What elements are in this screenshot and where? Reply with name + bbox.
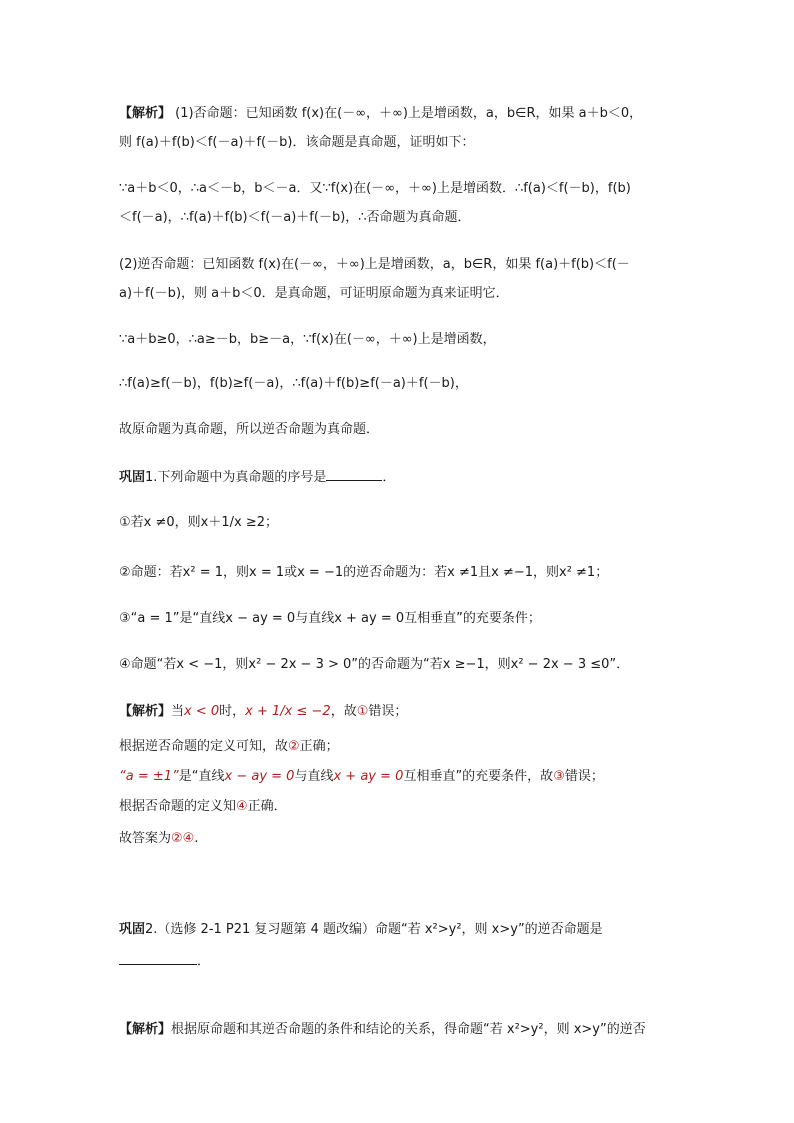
question-2-tag: 巩固 [119,922,146,937]
option-2: ②命题：若x² = 1，则x = 1或x = −1的逆否命题为：若x ≠1且x ≠−1，则x² ≠1； [119,565,609,580]
question-1-tag: 巩固 [119,470,146,485]
question-1-title: 巩固1.下列命题中为真命题的序号是 ． [119,466,395,488]
solution-1-line-3: “a = ±1”是“直线x − ay = 0与直线x + ay = 0互相垂直”的充要条件，故③错误； [119,769,604,784]
analysis-line-2: 则 f(a)＋f(b)＜f(－a)＋f(－b)．该命题是真命题，证明如下： [119,135,475,150]
proof-line-2: ＜f(－a)，∴f(a)＋f(b)＜f(－a)＋f(－b)，∴否命题为真命题． [119,210,471,225]
option-3: ③“a = 1”是“直线x − ay = 0与直线x + ay = 0互相垂直”的充要条件； [119,611,541,626]
solution-1-line-2: 根据逆否命题的定义可知，故②正确； [119,739,339,754]
question-2-title: 巩固2.（选修 2-1 P21 复习题第 4 题改编）命题“若 x²>y²，则 x>y”的逆否命题是 [119,922,603,937]
solution-2-tag: 【解析】 [119,1022,172,1037]
contrapositive-line-1: (2)逆否命题：已知函数 f(x)在(－∞，＋∞)上是增函数，a，b∈R，如果 f(a)＋f(b)＜f(－ [119,257,630,272]
option-4: ④命题“若x < −1，则x² − 2x − 3 > 0”的否命题为“若x ≥−1，则x² − 2x − 3 ≤0”． [119,657,630,672]
solution-1-tag: 【解析】 [119,704,172,719]
analysis-line-1: 【解析】 (1)否命题：已知函数 f(x)在(－∞，＋∞)上是增函数，a，b∈R，如果 a＋b＜0， [119,106,643,121]
solution-1-answer: 故答案为②④. [119,831,199,846]
solution-1-line-4: 根据否命题的定义知④正确． [119,799,287,814]
conclusion-line: 故原命题为真命题，所以逆否命题为真命题． [119,422,380,437]
answer-blank [326,466,382,481]
solution-1-line-1: 【解析】当x < 0时，x + 1/x ≤ −2，故①错误； [119,704,408,719]
question-2-blank-line: ． [119,950,210,972]
option-1: ①若x ≠0，则x＋1/x ≥2； [119,515,278,530]
analysis-tag: 【解析】 [119,106,172,121]
solution-2-line-1: 【解析】根据原命题和其逆否命题的条件和结论的关系，得命题“若 x²>y²，则 x>y”的逆否 [119,1022,646,1037]
proof-line-1: ∵a＋b＜0，∴a＜－b，b＜－a．又∵f(x)在(－∞，＋∞)上是增函数．∴f(a)＜f(－b)，f(b) [119,181,631,196]
proof2-line-1: ∵a＋b≥0，∴a≥－b，b≥－a，∵f(x)在(－∞，＋∞)上是增函数， [119,332,496,347]
answer-blank-2 [119,950,197,965]
proof2-line-2: ∴f(a)≥f(－b)，f(b)≥f(－a)，∴f(a)＋f(b)≥f(－a)＋f(－b)， [119,376,468,391]
contrapositive-line-2: a)＋f(－b)，则 a＋b＜0．是真命题，可证明原命题为真来证明它． [119,286,509,301]
